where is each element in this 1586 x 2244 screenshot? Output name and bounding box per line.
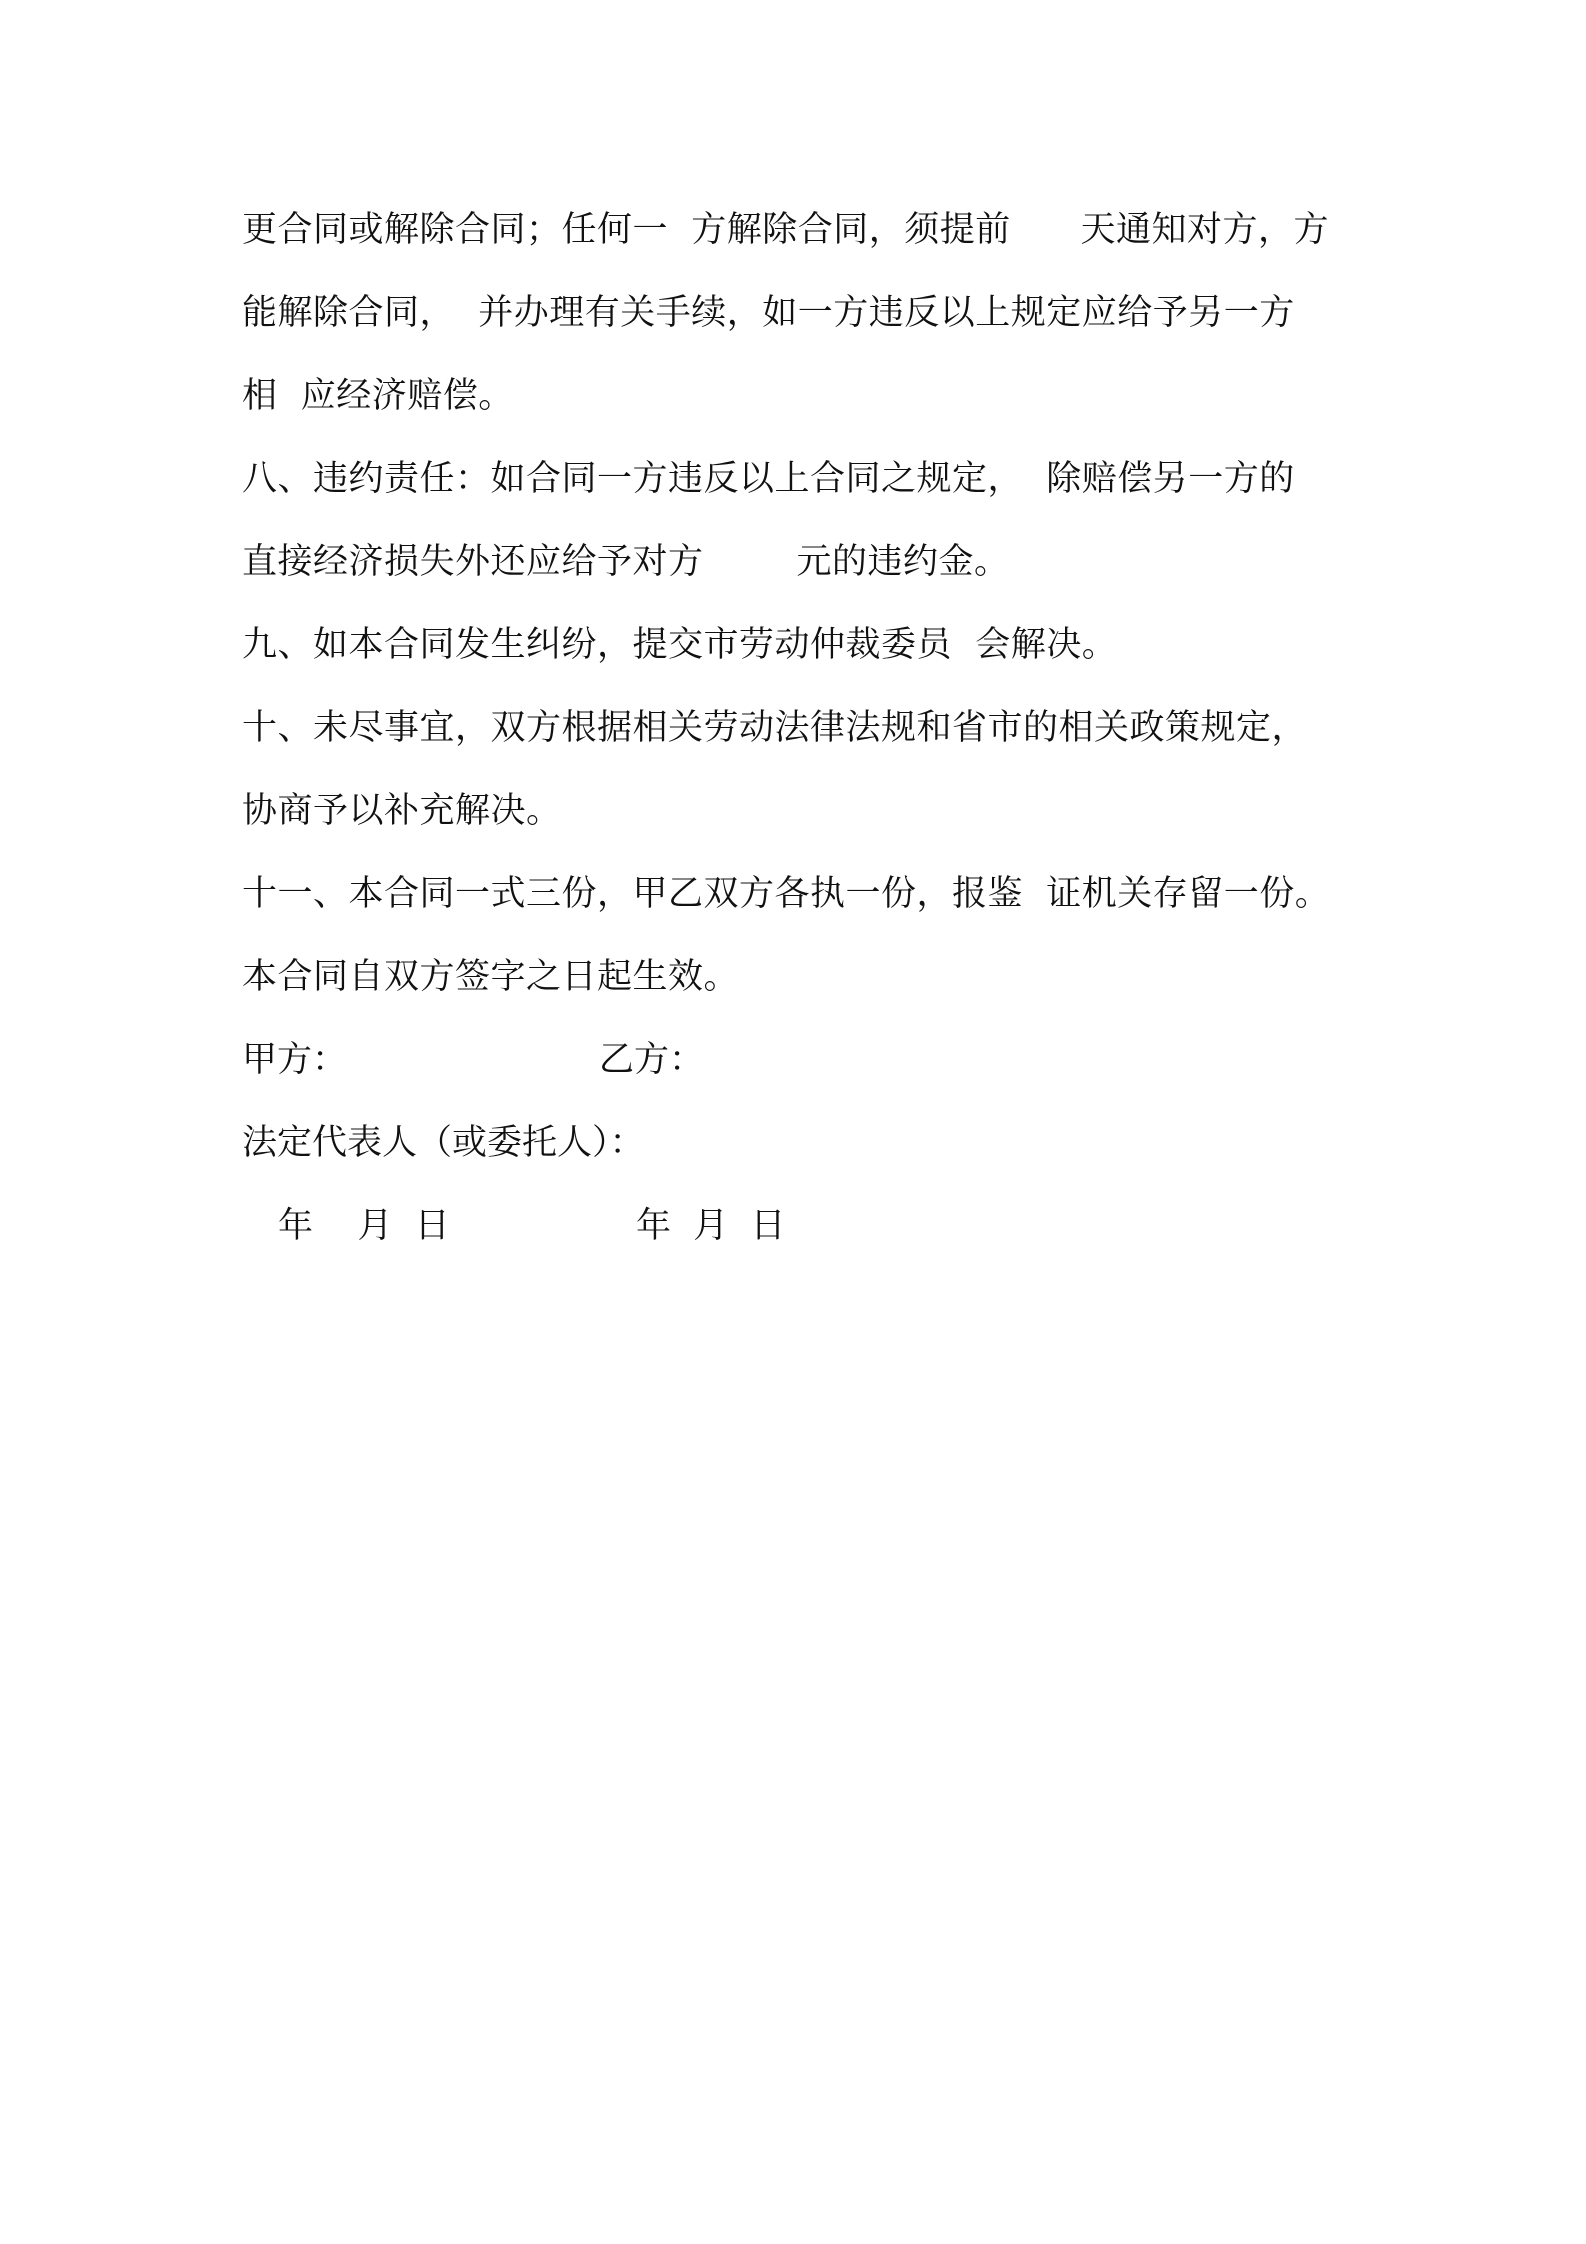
clause-10-unresolved-matters: 十、未尽事宜，双方根据相关劳动法律法规和省市的相关政策规定， (242, 708, 1308, 748)
clause-8-continuation: 直接经济损失外还应给予对方 元的违约金。 (242, 542, 1010, 582)
contract-body (242, 200, 1372, 1279)
clause-11-copies: 十一、本合同一式三份，甲乙双方各执一份，报鉴 证机关存留一份。 (242, 874, 1331, 914)
signature-date-row (242, 1196, 1372, 1279)
representative-row (242, 1113, 1372, 1196)
signature-parties-row (242, 1030, 1372, 1113)
clause-8-breach-liability: 八、违约责任：如合同一方违反以上合同之规定， 除赔偿另一方的 (242, 459, 1295, 499)
party-a-label: 甲方： (242, 1040, 348, 1080)
clause-10-continuation: 协商予以补充解决。 (242, 791, 562, 831)
contract-line-1: 更合同或解除合同；任何一 方解除合同，须提前 天通知对方，方 (242, 210, 1330, 250)
effective-statement: 本合同自双方签字之日起生效。 (242, 957, 740, 997)
contract-line-2: 能解除合同， 并办理有关手续，如一方违反以上规定应给予另一方 (242, 293, 1295, 333)
representative-label: 法定代表人（或委托人）： (242, 1123, 645, 1163)
clause-9-dispute: 九、如本合同发生纠纷，提交市劳动仲裁委员 会解决。 (242, 625, 1118, 665)
contract-line-3: 相 应经济赔偿。 (242, 376, 514, 416)
party-b-date: 年 月 日 (636, 1206, 786, 1246)
party-a-date: 年 月 日 (278, 1206, 450, 1246)
party-b-label: 乙方： (599, 1040, 705, 1080)
